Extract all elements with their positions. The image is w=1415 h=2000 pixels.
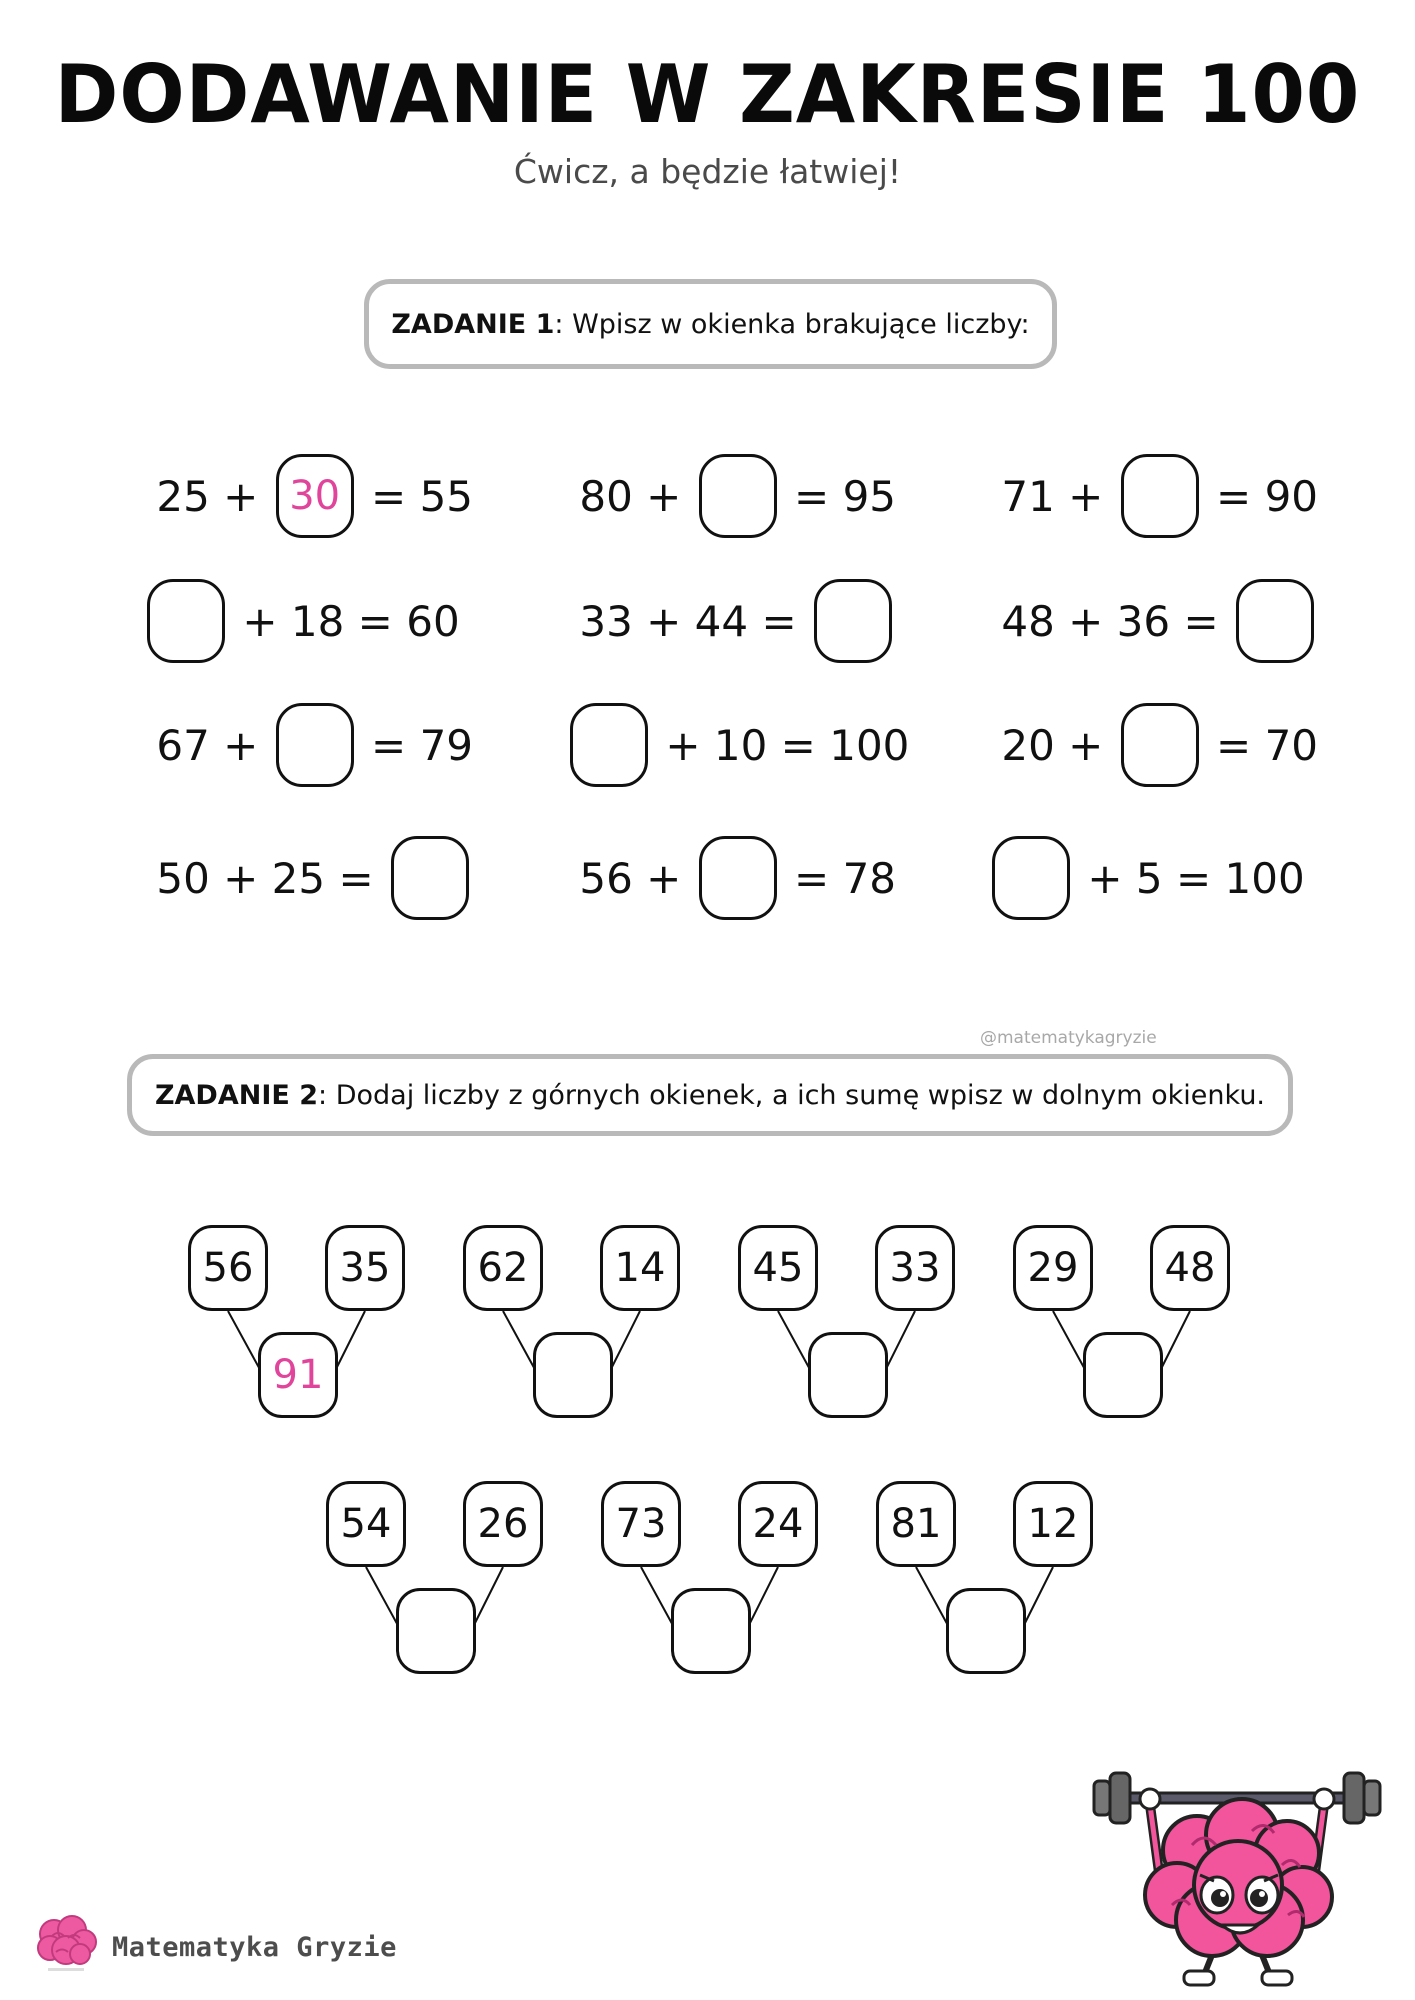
- equation-text: = 95: [780, 471, 910, 521]
- addend-box: 48: [1150, 1225, 1230, 1311]
- addend-box: 24: [738, 1481, 818, 1567]
- addend-box: 73: [601, 1481, 681, 1567]
- sum-box[interactable]: [1083, 1332, 1163, 1418]
- equation-text: = 79: [357, 720, 487, 770]
- task2-label: ZADANIE 2: [154, 1079, 319, 1111]
- equation-text: + 18 = 60: [229, 596, 474, 646]
- equation-text: 80 +: [566, 471, 695, 521]
- sum-box[interactable]: 91: [258, 1332, 338, 1418]
- equation-text: 25 +: [143, 471, 272, 521]
- task2-instruction: : Dodaj liczby z górnych okienek, a ich sumę wpisz w dolnym okienku.: [318, 1079, 1266, 1111]
- sum-box[interactable]: [671, 1588, 751, 1674]
- page-title: DODAWANIE W ZAKRESIE 100: [54, 48, 1361, 141]
- sum-box[interactable]: [533, 1332, 613, 1418]
- addend-box: 62: [463, 1225, 543, 1311]
- sum-box[interactable]: [808, 1332, 888, 1418]
- watermark: @matematykagryzie: [980, 1028, 1157, 1048]
- task1-instruction: : Wpisz w okienka brakujące liczby:: [554, 308, 1030, 340]
- addend-box: 33: [875, 1225, 955, 1311]
- sum-box[interactable]: [946, 1588, 1026, 1674]
- equation-text: 33 + 44 =: [566, 596, 811, 646]
- equation-text: 67 +: [143, 720, 272, 770]
- equation-text: 56 +: [566, 853, 695, 903]
- equation-text: + 5 = 100: [1074, 853, 1319, 903]
- addend-box: 12: [1013, 1481, 1093, 1567]
- equation-text: = 78: [780, 853, 910, 903]
- equation-text: = 90: [1202, 471, 1332, 521]
- addend-box: 56: [188, 1225, 268, 1311]
- sum-box[interactable]: [396, 1588, 476, 1674]
- brand-name: Matematyka Gryzie: [112, 1932, 397, 1963]
- equation-text: = 70: [1202, 720, 1332, 770]
- addend-box: 81: [876, 1481, 956, 1567]
- addend-box: 45: [738, 1225, 818, 1311]
- equation-text: 50 + 25 =: [143, 853, 388, 903]
- equation-text: = 55: [357, 471, 487, 521]
- page-subtitle: Ćwicz, a będzie łatwiej!: [513, 152, 902, 191]
- addend-box: 14: [600, 1225, 680, 1311]
- answer-box[interactable]: 30: [276, 454, 354, 538]
- equation-text: 71 +: [988, 471, 1117, 521]
- equation-text: 48 + 36 =: [988, 596, 1233, 646]
- addend-box: 29: [1013, 1225, 1093, 1311]
- addend-box: 26: [463, 1481, 543, 1567]
- equation-text: + 10 = 100: [652, 720, 923, 770]
- addend-box: 35: [325, 1225, 405, 1311]
- task1-label: ZADANIE 1: [391, 308, 555, 340]
- equation-text: 20 +: [988, 720, 1117, 770]
- brain-weightlifter-mascot: [1092, 1765, 1382, 1990]
- addend-box: 54: [326, 1481, 406, 1567]
- brain-icon: [34, 1912, 100, 1974]
